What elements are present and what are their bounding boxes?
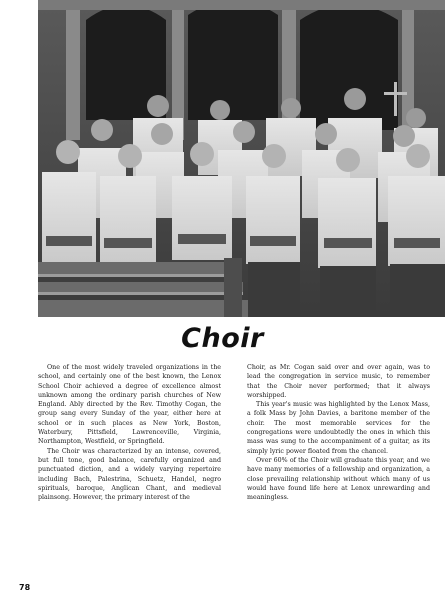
choir-photo <box>38 0 445 317</box>
page-title: Choir <box>181 323 264 354</box>
choir-group-photo-icon <box>38 0 445 317</box>
article-body <box>38 363 430 502</box>
paragraph: One of the most widely traveled organizations in the school, and certainly one of the best known, the Lenox School Choir achieved a degree of excellence almost unknown among the ordinary parish churches of New England. Ably directed by the Rev. Timothy Cogan, the group sang every Sunday of the year, either here at school or in such places as New York, Boston, Waterbury, Pittsfield, Lawrenceville, Virginia, Northampton, Westfield, or Springfield. <box>38 364 221 446</box>
page-number: 78 <box>19 583 31 592</box>
left-column <box>38 363 221 502</box>
right-column <box>247 363 430 502</box>
paragraph: Choir, as Mr. Cogan said over and over again, was to lead the congregation in service music, to remember that the Choir never performed; that it always worshipped. <box>247 364 430 399</box>
paragraph: This year's music was highlighted by the Lenox Mass, a folk Mass by John Davies, a baritone member of the choir. The most memorable services for the congregations were undoubtedly the ones in which this mass was sung to the accompaniment of a guitar, as its simply lyric power floated from the chancel. <box>247 401 430 455</box>
paragraph: The Choir was characterized by an intense, covered, but full tone, good balance, carefully organized and punctuated diction, and a widely varying repertoire including Bach, Palestrina, Schuetz, Handel, negro spirituals, baroque, Anglican Chant, and medieval plainsong. However, the primary interest of the <box>38 447 221 502</box>
paragraph: Over 60% of the Choir will graduate this year, and we have many memories of a fellowship and organization, a close prevailing relationship without which many of us would have found life here at Lenox unrewarding and meaningless. <box>247 456 430 502</box>
